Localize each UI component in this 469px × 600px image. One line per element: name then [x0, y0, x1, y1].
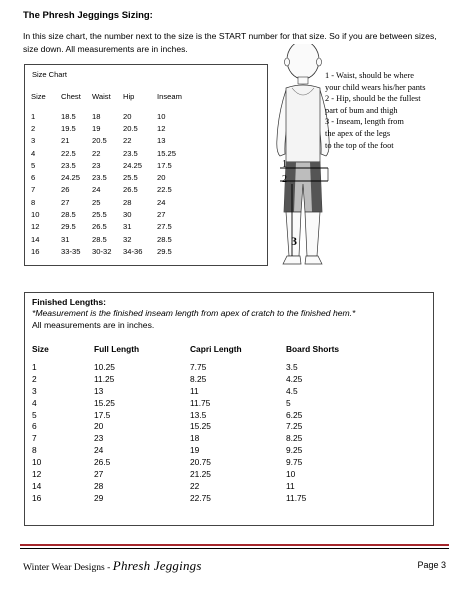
size-chart-cell: 3	[31, 136, 36, 146]
size-chart-header-row	[31, 89, 191, 103]
footer-brand-script: Phresh Jeggings	[112, 558, 202, 573]
size-chart-row	[31, 196, 191, 208]
note-line: your child wears his/her pants	[325, 82, 426, 92]
size-chart-header-cell: Waist	[92, 91, 111, 101]
finished-lengths-cell: 9.75	[286, 457, 303, 468]
finished-lengths-row	[32, 373, 366, 385]
finished-lengths-table	[32, 342, 366, 504]
finished-lengths-cell: 29	[94, 492, 104, 503]
finished-lengths-cell: 11.25	[94, 373, 115, 384]
size-chart-cell: 25.5	[123, 173, 138, 183]
size-chart-cell: 28	[123, 197, 132, 207]
finished-lengths-cell: 20.75	[190, 457, 211, 468]
size-chart-header-cell: Inseam	[157, 91, 182, 101]
size-chart-row	[31, 184, 191, 196]
size-chart-cell: 12	[157, 123, 166, 133]
finished-lengths-cell: 10	[32, 457, 42, 468]
size-chart-cell: 18.5	[61, 111, 76, 121]
finished-lengths-cell: 9.25	[286, 445, 303, 456]
size-chart-cell: 29.5	[157, 246, 172, 256]
finished-lengths-cell: 11.75	[190, 397, 211, 408]
finished-lengths-cell: 3.5	[286, 361, 298, 372]
note-line: 3 - Inseam, length from	[325, 117, 404, 127]
finished-lengths-box	[24, 292, 434, 526]
size-chart-header-cell: Size	[31, 91, 46, 101]
size-chart-row	[31, 147, 191, 159]
finished-lengths-row	[32, 361, 366, 373]
measure-label-3: 3	[291, 234, 297, 248]
size-chart-cell: 26.5	[92, 222, 107, 232]
finished-lengths-row	[32, 444, 366, 456]
footer-rule-red	[20, 544, 449, 546]
finished-lengths-cell: 6	[32, 421, 37, 432]
finished-lengths-row	[32, 492, 366, 504]
finished-lengths-cell: 26.5	[94, 457, 111, 468]
finished-lengths-cell: 13.5	[190, 409, 207, 420]
size-chart-cell: 21	[61, 136, 70, 146]
size-chart-cell: 2	[31, 123, 36, 133]
size-chart-cell: 19	[92, 123, 101, 133]
size-chart-cell: 30-32	[92, 246, 112, 256]
size-chart-cell: 23.5	[123, 148, 138, 158]
size-chart-cell: 5	[31, 160, 36, 170]
size-chart-cell: 23	[92, 160, 101, 170]
size-chart-cell: 20	[157, 173, 166, 183]
size-chart-cell: 1	[31, 111, 36, 121]
size-chart-cell: 31	[123, 222, 132, 232]
finished-lengths-cell: 16	[32, 492, 42, 503]
size-chart-row	[31, 159, 191, 171]
size-chart-cell: 30	[123, 210, 132, 220]
finished-lengths-cell: 15.25	[190, 421, 211, 432]
finished-lengths-row	[32, 468, 366, 480]
finished-lengths-row	[32, 397, 366, 409]
finished-lengths-cell: 2	[32, 373, 37, 384]
finished-lengths-cell: 20	[94, 421, 104, 432]
size-chart-cell: 22	[92, 148, 101, 158]
finished-lengths-header-cell: Capri Length	[190, 343, 242, 354]
size-chart-cell: 15.25	[157, 148, 177, 158]
size-chart-cell: 16	[31, 246, 40, 256]
size-chart-row	[31, 110, 191, 122]
size-chart-cell: 10	[31, 210, 40, 220]
finished-lengths-cell: 12	[32, 468, 42, 479]
finished-lengths-cell: 14	[32, 480, 42, 491]
finished-lengths-cell: 22	[190, 480, 200, 491]
size-chart-header-cell: Hip	[123, 91, 135, 101]
finished-lengths-note: *Measurement is the finished inseam length from apex of cratch to the finished hem.*	[32, 308, 356, 318]
size-chart-cell: 20.5	[123, 123, 138, 133]
page-number: Page 3	[417, 560, 446, 570]
measure-label-2: 2	[282, 174, 287, 185]
finished-lengths-units: All measurements are in inches.	[32, 320, 155, 330]
size-chart-cell: 22.5	[157, 185, 172, 195]
footer-brand-text: Winter Wear Designs -	[23, 562, 111, 573]
finished-lengths-row	[32, 456, 366, 468]
size-chart-cell: 27.5	[157, 222, 172, 232]
finished-lengths-cell: 24	[94, 445, 104, 456]
finished-lengths-cell: 15.25	[94, 397, 115, 408]
finished-lengths-header-cell: Size	[32, 343, 49, 354]
size-chart-caption: Size Chart	[32, 70, 68, 79]
finished-lengths-cell: 1	[32, 361, 37, 372]
footer-brand	[23, 558, 202, 574]
size-chart-cell: 32	[123, 234, 132, 244]
size-chart-table	[31, 89, 191, 258]
size-chart-cell: 25	[92, 197, 101, 207]
measure-label-1: 1	[282, 159, 287, 170]
finished-lengths-cell: 11	[286, 480, 295, 491]
finished-lengths-row	[32, 480, 366, 492]
page-title: The Phresh Jeggings Sizing:	[23, 10, 153, 21]
size-chart-cell: 17.5	[157, 160, 172, 170]
finished-lengths-cell: 7.75	[190, 361, 207, 372]
measurement-notes	[325, 70, 445, 151]
size-chart-cell: 26	[61, 185, 70, 195]
size-chart-row	[31, 171, 191, 183]
finished-lengths-cell: 13	[94, 385, 104, 396]
finished-lengths-cell: 7	[32, 433, 37, 444]
size-chart-row	[31, 135, 191, 147]
finished-lengths-cell: 4.5	[286, 385, 298, 396]
finished-lengths-cell: 3	[32, 385, 37, 396]
finished-lengths-cell: 10	[286, 468, 296, 479]
finished-lengths-cell: 17.5	[94, 409, 111, 420]
finished-lengths-cell: 5	[286, 397, 291, 408]
size-chart-cell: 25.5	[92, 210, 107, 220]
finished-lengths-cell: 28	[94, 480, 104, 491]
finished-lengths-cell: 19	[190, 445, 200, 456]
size-chart-cell: 29.5	[61, 222, 76, 232]
finished-lengths-cell: 11	[190, 385, 199, 396]
finished-lengths-row	[32, 385, 366, 397]
size-chart-cell: 28.5	[61, 210, 76, 220]
size-chart-cell: 23.5	[61, 160, 76, 170]
size-chart-cell: 20.5	[92, 136, 107, 146]
size-chart-cell: 23.5	[92, 173, 107, 183]
size-chart-cell: 7	[31, 185, 36, 195]
finished-lengths-header-cell: Board Shorts	[286, 343, 340, 354]
size-chart-cell: 27	[157, 210, 166, 220]
size-chart-cell: 20	[123, 111, 132, 121]
note-line: the apex of the legs	[325, 128, 391, 138]
finished-lengths-cell: 4	[32, 397, 37, 408]
size-chart-cell: 22	[123, 136, 132, 146]
finished-lengths-cell: 10.25	[94, 361, 115, 372]
finished-lengths-cell: 18	[190, 433, 200, 444]
finished-lengths-cell: 8.25	[190, 373, 207, 384]
size-chart-cell: 18	[92, 111, 101, 121]
finished-lengths-title: Finished Lengths:	[32, 297, 106, 307]
size-chart-cell: 34-36	[123, 246, 143, 256]
size-chart-header-cell: Chest	[61, 91, 81, 101]
size-chart-cell: 12	[31, 222, 40, 232]
finished-lengths-cell: 8	[32, 445, 37, 456]
finished-lengths-cell: 21.25	[190, 468, 211, 479]
size-chart-cell: 19.5	[61, 123, 76, 133]
finished-lengths-cell: 8.25	[286, 433, 303, 444]
size-chart-cell: 24	[157, 197, 166, 207]
size-chart-cell: 28.5	[157, 234, 172, 244]
finished-lengths-cell: 27	[94, 468, 104, 479]
size-chart-cell: 27	[61, 197, 70, 207]
finished-lengths-row	[32, 432, 366, 444]
size-chart-cell: 13	[157, 136, 166, 146]
finished-lengths-cell: 23	[94, 433, 104, 444]
finished-lengths-cell: 6.25	[286, 409, 303, 420]
finished-lengths-row	[32, 420, 366, 432]
size-chart-cell: 10	[157, 111, 166, 121]
finished-lengths-row	[32, 409, 366, 421]
size-chart-cell: 14	[31, 234, 40, 244]
note-line: 2 - Hip, should be the fullest	[325, 94, 421, 104]
finished-lengths-cell: 11.75	[286, 492, 307, 503]
finished-lengths-cell: 5	[32, 409, 37, 420]
size-chart-cell: 28.5	[92, 234, 107, 244]
size-chart-cell: 24.25	[61, 173, 81, 183]
intro-paragraph: In this size chart, the number next to the size is the START number for that size. So if you are between sizes, size down. All measurements are in inches.	[23, 31, 437, 54]
size-chart-cell: 31	[61, 234, 70, 244]
size-chart-cell: 22.5	[61, 148, 76, 158]
footer-rule-black	[20, 548, 449, 549]
finished-lengths-header-cell: Full Length	[94, 343, 140, 354]
note-line: 1 - Waist, should be where	[325, 71, 414, 80]
size-chart-row	[31, 122, 191, 134]
size-chart-cell: 8	[31, 197, 36, 207]
size-chart-cell: 6	[31, 173, 36, 183]
size-chart-cell: 24	[92, 185, 101, 195]
note-line: to the top of the foot	[325, 140, 394, 150]
size-chart-row	[31, 221, 191, 233]
size-chart-box	[24, 64, 268, 266]
size-chart-cell: 24.25	[123, 160, 143, 170]
size-chart-row	[31, 208, 191, 220]
size-chart-cell: 33-35	[61, 246, 81, 256]
size-chart-spacer-row	[31, 103, 191, 110]
size-chart-cell: 26.5	[123, 185, 138, 195]
finished-lengths-cell: 7.25	[286, 421, 303, 432]
size-chart-row	[31, 233, 191, 245]
finished-lengths-cell: 4.25	[286, 373, 303, 384]
size-chart-cell: 4	[31, 148, 36, 158]
finished-lengths-cell: 22.75	[190, 492, 211, 503]
size-chart-row	[31, 245, 191, 257]
finished-lengths-header-row	[32, 342, 366, 355]
note-line: part of bum and thigh	[325, 105, 398, 115]
